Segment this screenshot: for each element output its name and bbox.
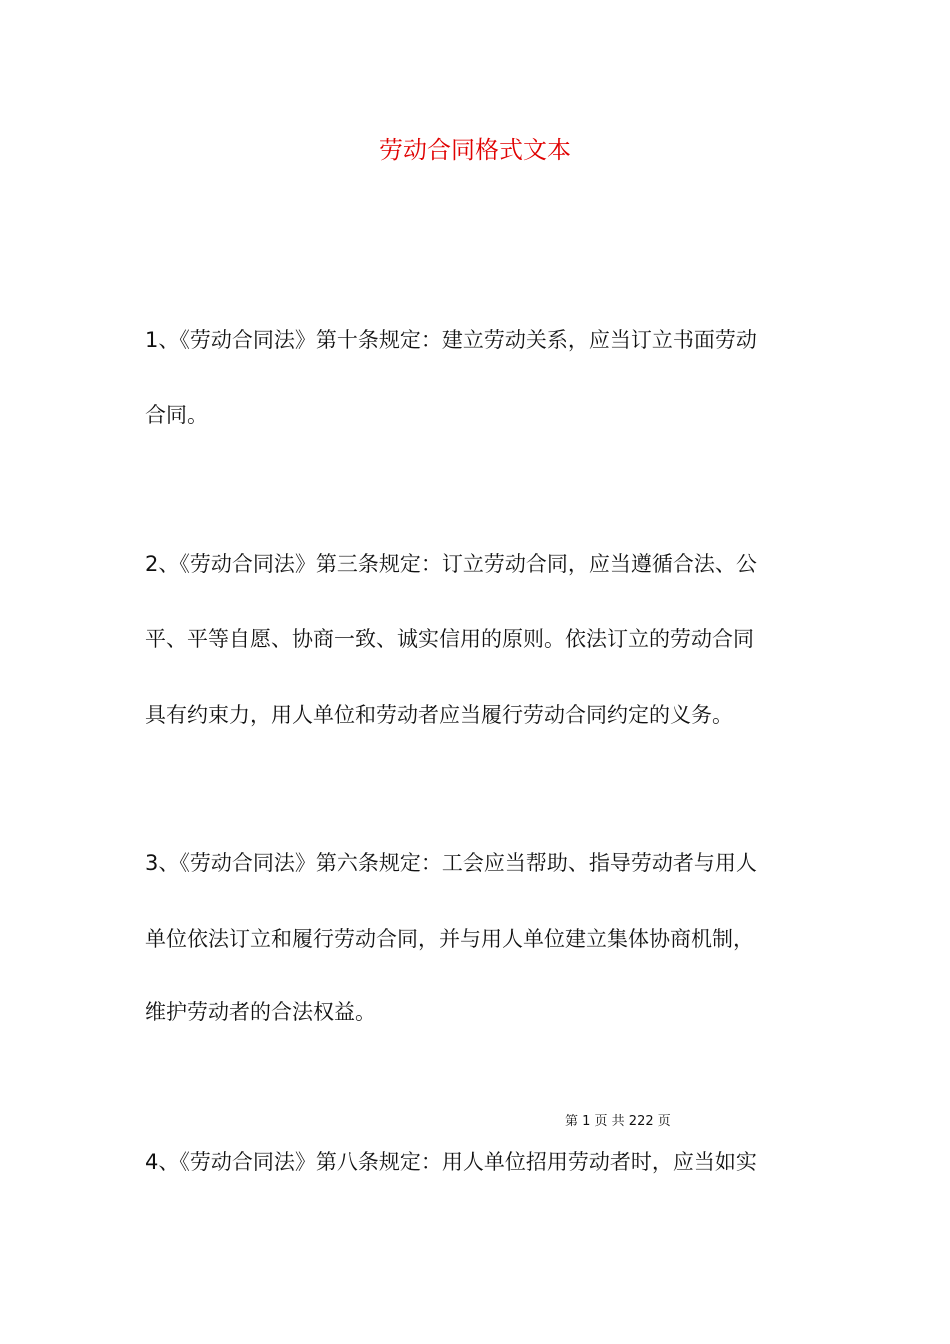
clause-3-line-3: 维护劳动者的合法权益。 (145, 1000, 376, 1024)
clause-3-line-2: 单位依法订立和履行劳动合同，并与用人单位建立集体协商机制， (145, 927, 754, 951)
page-number-footer: 第 1 页 共 222 页 (565, 1114, 671, 1129)
document-title: 劳动合同格式文本 (379, 136, 571, 164)
clause-1-line-2: 合同。 (145, 403, 208, 427)
clause-2-line-2: 平、平等自愿、协商一致、诚实信用的原则。依法订立的劳动合同 (145, 627, 754, 651)
clause-3-line-1: 3、《劳动合同法》第六条规定：工会应当帮助、指导劳动者与用人 (145, 851, 757, 875)
clause-4-line-1: 4、《劳动合同法》第八条规定：用人单位招用劳动者时，应当如实 (145, 1150, 757, 1174)
clause-1-line-1: 1、《劳动合同法》第十条规定：建立劳动关系，应当订立书面劳动 (145, 328, 757, 352)
clause-2-line-1: 2、《劳动合同法》第三条规定：订立劳动合同，应当遵循合法、公 (145, 552, 757, 576)
clause-2-line-3: 具有约束力，用人单位和劳动者应当履行劳动合同约定的义务。 (145, 703, 733, 727)
